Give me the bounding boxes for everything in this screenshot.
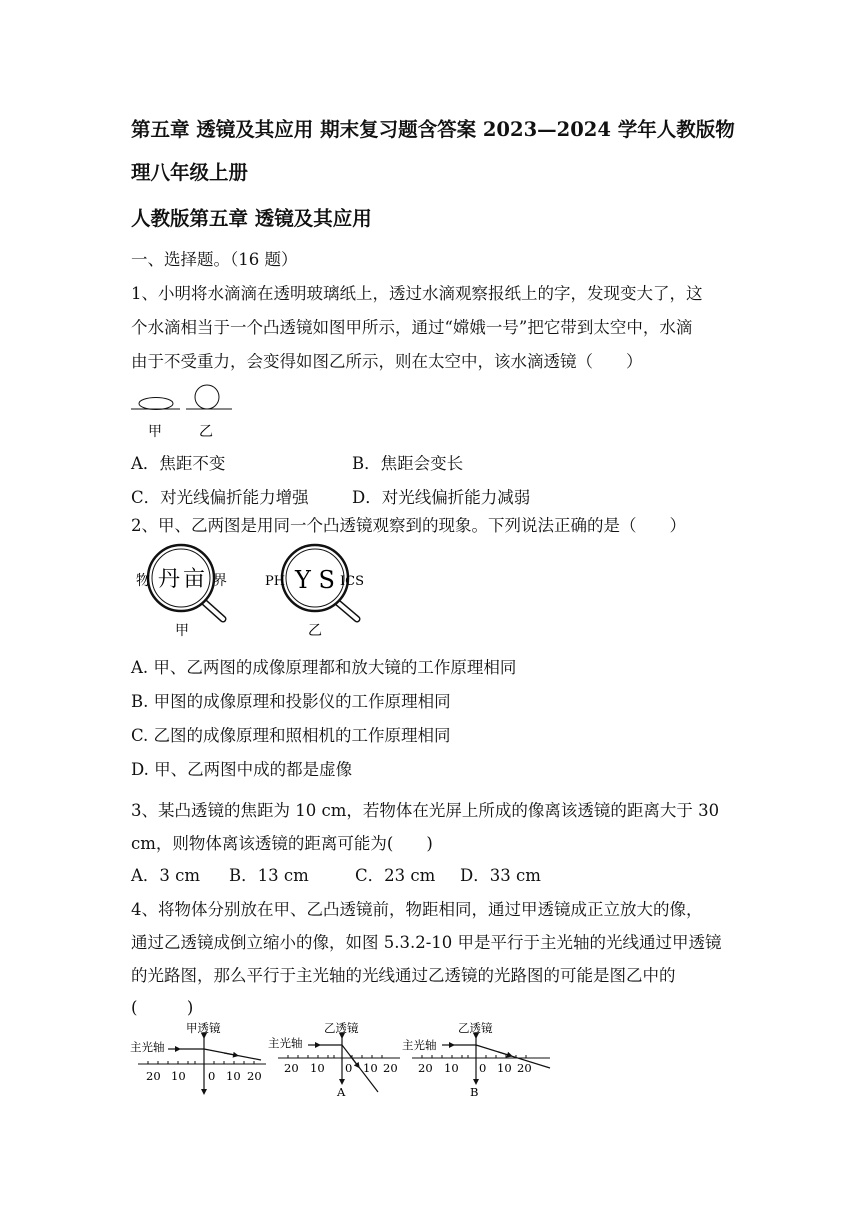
q2-option-c: C. 乙图的成像原理和照相机的工作原理相同 — [131, 726, 451, 745]
svg-text:20: 20 — [383, 1061, 398, 1075]
fig-a-left-char: 物 — [136, 573, 150, 589]
diagram-label: A — [337, 1085, 346, 1099]
q4-line: 通过乙透镜成倒立缩小的像，如图 5.3.2-10 甲是平行于主光轴的光线通过甲透镜 — [131, 933, 722, 952]
lens-diagram-b — [400, 1016, 552, 1100]
svg-text:0: 0 — [345, 1061, 353, 1075]
svg-text:0: 0 — [479, 1061, 487, 1075]
axis-label: 主光轴 — [130, 1040, 165, 1054]
ray-out — [476, 1045, 550, 1068]
q4-line: 4、将物体分别放在甲、乙凸透镜前，物距相同，通过甲透镜成正立放大的像， — [131, 900, 703, 919]
q2-option-d: D. 甲、乙两图中成的都是虚像 — [131, 760, 353, 779]
lens-label: 甲透镜 — [186, 1021, 221, 1035]
svg-text:丹: 丹 — [158, 567, 181, 592]
svg-text:亩: 亩 — [183, 567, 206, 592]
svg-text:0: 0 — [208, 1069, 216, 1083]
q1-option-b: B．焦距会变长 — [352, 454, 464, 473]
q4-line: ( ) — [131, 998, 194, 1017]
q1-line: 1、小明将水滴滴在透明玻璃纸上，透过水滴观察报纸上的字，发现变大了，这 — [131, 284, 703, 303]
svg-text:20: 20 — [284, 1061, 299, 1075]
q1-figure — [128, 376, 238, 442]
q2-figure — [128, 540, 378, 644]
q1-line: 个水滴相当于一个凸透镜如图甲所示，通过“嫦娥一号”把它带到太空中，水滴 — [131, 318, 693, 337]
svg-text:10: 10 — [444, 1061, 459, 1075]
svg-text:10: 10 — [363, 1061, 378, 1075]
section-heading: 一、选择题。（16 题） — [131, 250, 298, 269]
q3-option-a: A．3 cm — [131, 866, 201, 885]
q1-line: 由于不受重力，会变得如图乙所示，则在太空中，该水滴透镜（ ） — [131, 352, 643, 371]
svg-text:20: 20 — [247, 1069, 262, 1083]
fig-label-jia: 甲 — [148, 424, 162, 440]
q2-option-a: A. 甲、乙两图的成像原理都和放大镜的工作原理相同 — [131, 658, 517, 677]
svg-text:20: 20 — [418, 1061, 433, 1075]
q3-option-d: D．33 cm — [460, 866, 541, 885]
water-drop-a — [139, 398, 173, 410]
q3-line: cm，则物体离该透镜的距离可能为( ) — [131, 834, 433, 853]
doc-title-line2: 理八年级上册 — [131, 161, 249, 184]
q2-option-b: B. 甲图的成像原理和投影仪的工作原理相同 — [131, 692, 451, 711]
lens-label: 乙透镜 — [458, 1021, 493, 1035]
svg-text:20: 20 — [517, 1061, 532, 1075]
svg-text:10: 10 — [310, 1061, 325, 1075]
fig-a-label: 甲 — [175, 623, 189, 639]
chapter-subtitle: 人教版第五章 透镜及其应用 — [131, 207, 372, 230]
fig-a-right-char: 界 — [213, 573, 227, 589]
fig-b-right-text: ICS — [340, 574, 364, 589]
q3-option-c: C．23 cm — [355, 866, 436, 885]
q1-option-a: A．焦距不变 — [131, 454, 226, 473]
q1-option-c: C．对光线偏折能力增强 — [131, 488, 309, 507]
svg-text:10: 10 — [226, 1069, 241, 1083]
water-drop-b — [195, 385, 219, 409]
axis-label: 主光轴 — [402, 1038, 437, 1052]
svg-text:10: 10 — [497, 1061, 512, 1075]
fig-b-label: 乙 — [308, 623, 322, 639]
q1-option-d: D．对光线偏折能力减弱 — [352, 488, 531, 507]
fig-label-yi: 乙 — [199, 424, 213, 440]
lens-diagram-jia — [128, 1018, 268, 1100]
doc-title-line1: 第五章 透镜及其应用 期末复习题含答案 2023—2024 学年人教版物 — [131, 118, 735, 141]
q3-line: 3、某凸透镜的焦距为 10 cm，若物体在光屏上所成的像离该透镜的距离大于 30 — [131, 801, 720, 820]
q2-line: 2、甲、乙两图是用同一个凸透镜观察到的现象。下列说法正确的是（ ） — [131, 516, 686, 535]
lens-label: 乙透镜 — [324, 1021, 359, 1035]
svg-text:10: 10 — [171, 1069, 186, 1083]
axis-label: 主光轴 — [268, 1036, 303, 1050]
svg-text:20: 20 — [146, 1069, 161, 1083]
lens-diagram-a — [266, 1016, 402, 1100]
q4-line: 的光路图，那么平行于主光轴的光线通过乙透镜的光路图的可能是图乙中的 — [131, 966, 676, 985]
magnifier-a — [148, 545, 223, 619]
fig-b-left-text: PH — [265, 574, 286, 589]
q3-option-b: B．13 cm — [229, 866, 309, 885]
fig-b-center-text: Y S — [295, 566, 335, 594]
diagram-label: B — [470, 1085, 479, 1099]
